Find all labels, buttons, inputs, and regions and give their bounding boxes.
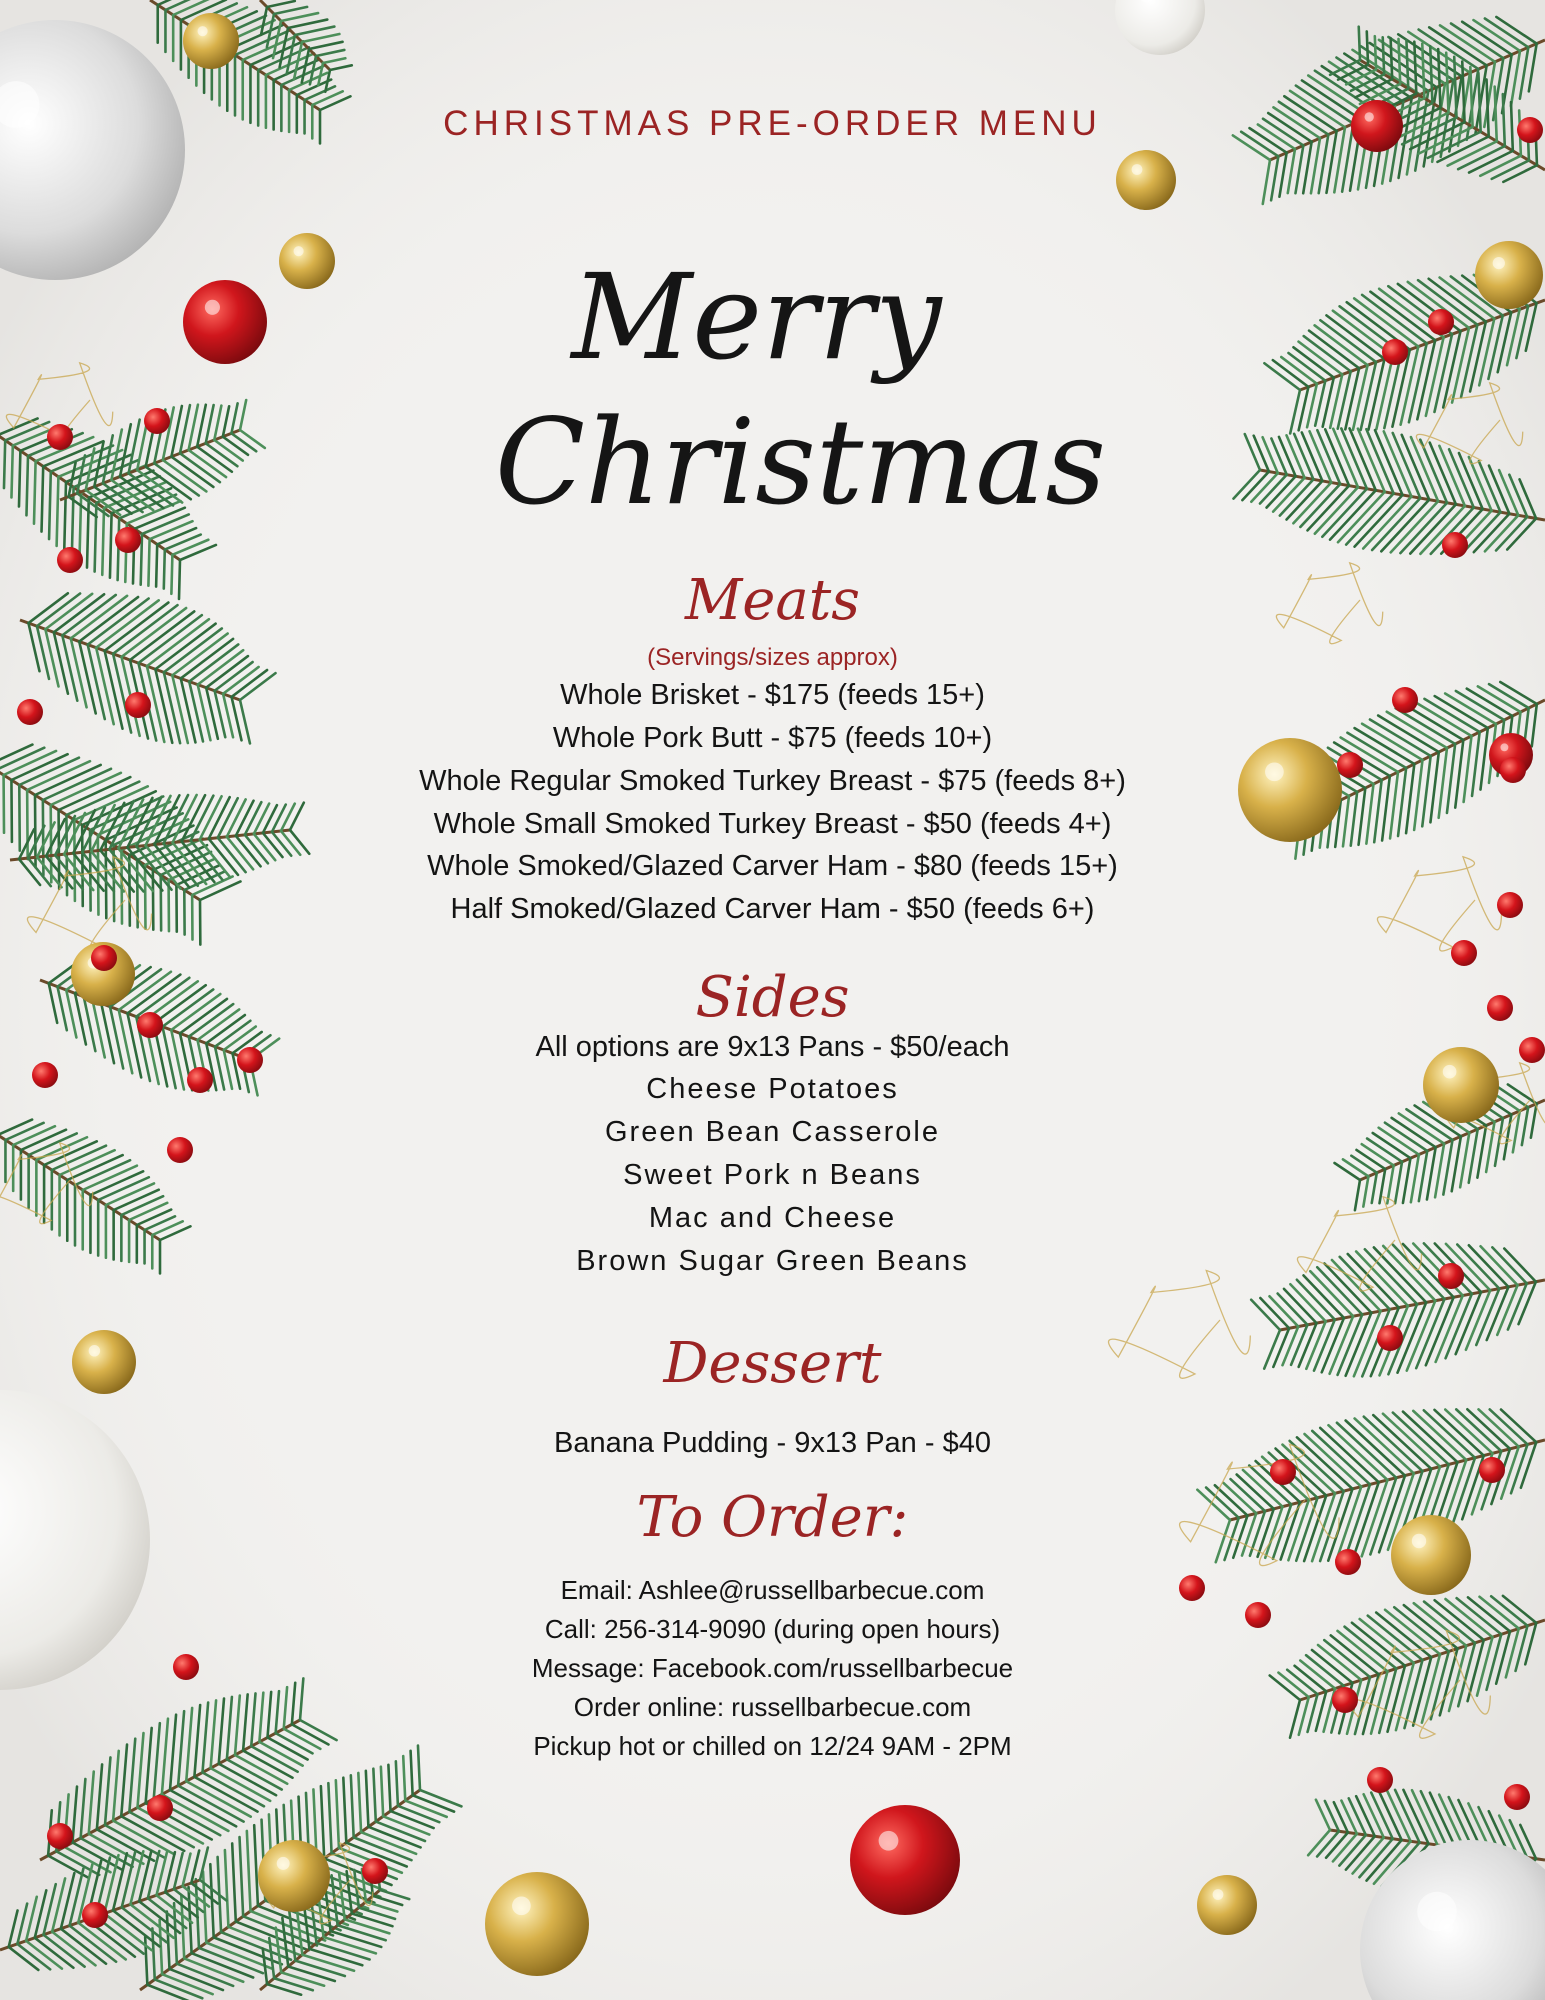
red-berry xyxy=(82,1902,108,1928)
side-item: Green Bean Casserole xyxy=(605,1116,940,1148)
side-item: Brown Sugar Green Beans xyxy=(576,1245,969,1277)
meat-item: Whole Regular Smoked Turkey Breast - $75 (feeds 8+) xyxy=(419,765,1126,797)
red-berry xyxy=(57,547,83,573)
order-heading: To Order: xyxy=(636,1485,909,1550)
gold-ornament xyxy=(183,13,239,69)
red-berry xyxy=(147,1795,173,1821)
sides-intro: All options are 9x13 Pans - $50/each xyxy=(535,1031,1010,1063)
gold-ornament xyxy=(485,1872,589,1976)
red-berry xyxy=(362,1858,388,1884)
side-item: Cheese Potatoes xyxy=(646,1073,899,1105)
red-berry xyxy=(1270,1459,1296,1485)
meat-item: Whole Brisket - $175 (feeds 15+) xyxy=(560,679,985,711)
ornament-highlight xyxy=(512,1896,531,1915)
ornament-highlight xyxy=(277,1857,290,1870)
order-facebook: Message: Facebook.com/russellbarbecue xyxy=(531,1653,1014,1683)
ornament-highlight xyxy=(294,246,304,256)
order-email: Email: Ashlee@russellbarbecue.com xyxy=(560,1575,985,1605)
ornament-highlight xyxy=(1417,1892,1457,1932)
title-line-2: Christmas xyxy=(494,393,1107,531)
gold-ornament xyxy=(1197,1875,1257,1935)
red-berry xyxy=(1479,1457,1505,1483)
red-berry xyxy=(1451,940,1477,966)
meats-note: (Servings/sizes approx) xyxy=(647,644,898,671)
meat-item: Whole Small Smoked Turkey Breast - $50 (feeds 4+) xyxy=(433,808,1112,840)
sides-heading: Sides xyxy=(695,965,850,1030)
red-berry xyxy=(1442,532,1468,558)
order-pickup: Pickup hot or chilled on 12/24 9AM - 2PM xyxy=(533,1731,1012,1761)
red-berry xyxy=(47,1823,73,1849)
dessert-heading: Dessert xyxy=(663,1331,882,1396)
red-ornament xyxy=(850,1805,960,1915)
ornament-highlight xyxy=(1213,1889,1224,1900)
gold-ornament xyxy=(258,1840,330,1912)
title-line-1: Merry xyxy=(571,248,942,386)
red-berry xyxy=(91,945,117,971)
dessert-item: Banana Pudding - 9x13 Pan - $40 xyxy=(554,1427,991,1459)
meat-item: Half Smoked/Glazed Carver Ham - $50 (feeds 6+) xyxy=(450,893,1095,925)
ornament-highlight xyxy=(198,26,208,36)
ornament-highlight xyxy=(879,1831,899,1851)
ornament-highlight xyxy=(1132,164,1143,175)
red-berry xyxy=(1335,1549,1361,1575)
red-berry xyxy=(1504,1784,1530,1810)
meats-heading: Meats xyxy=(684,568,861,633)
order-phone: Call: 256-314-9090 (during open hours) xyxy=(544,1614,1001,1644)
side-item: Sweet Pork n Beans xyxy=(623,1159,922,1191)
red-berry xyxy=(115,527,141,553)
side-item: Mac and Cheese xyxy=(648,1202,897,1234)
meat-item: Whole Pork Butt - $75 (feeds 10+) xyxy=(552,722,993,754)
red-berry xyxy=(1367,1767,1393,1793)
menu-eyebrow: CHRISTMAS PRE-ORDER MENU xyxy=(443,104,1102,143)
order-online: Order online: russellbarbecue.com xyxy=(573,1692,972,1722)
gold-ornament xyxy=(1116,150,1176,210)
meat-item: Whole Smoked/Glazed Carver Ham - $80 (feeds 15+) xyxy=(427,850,1118,882)
